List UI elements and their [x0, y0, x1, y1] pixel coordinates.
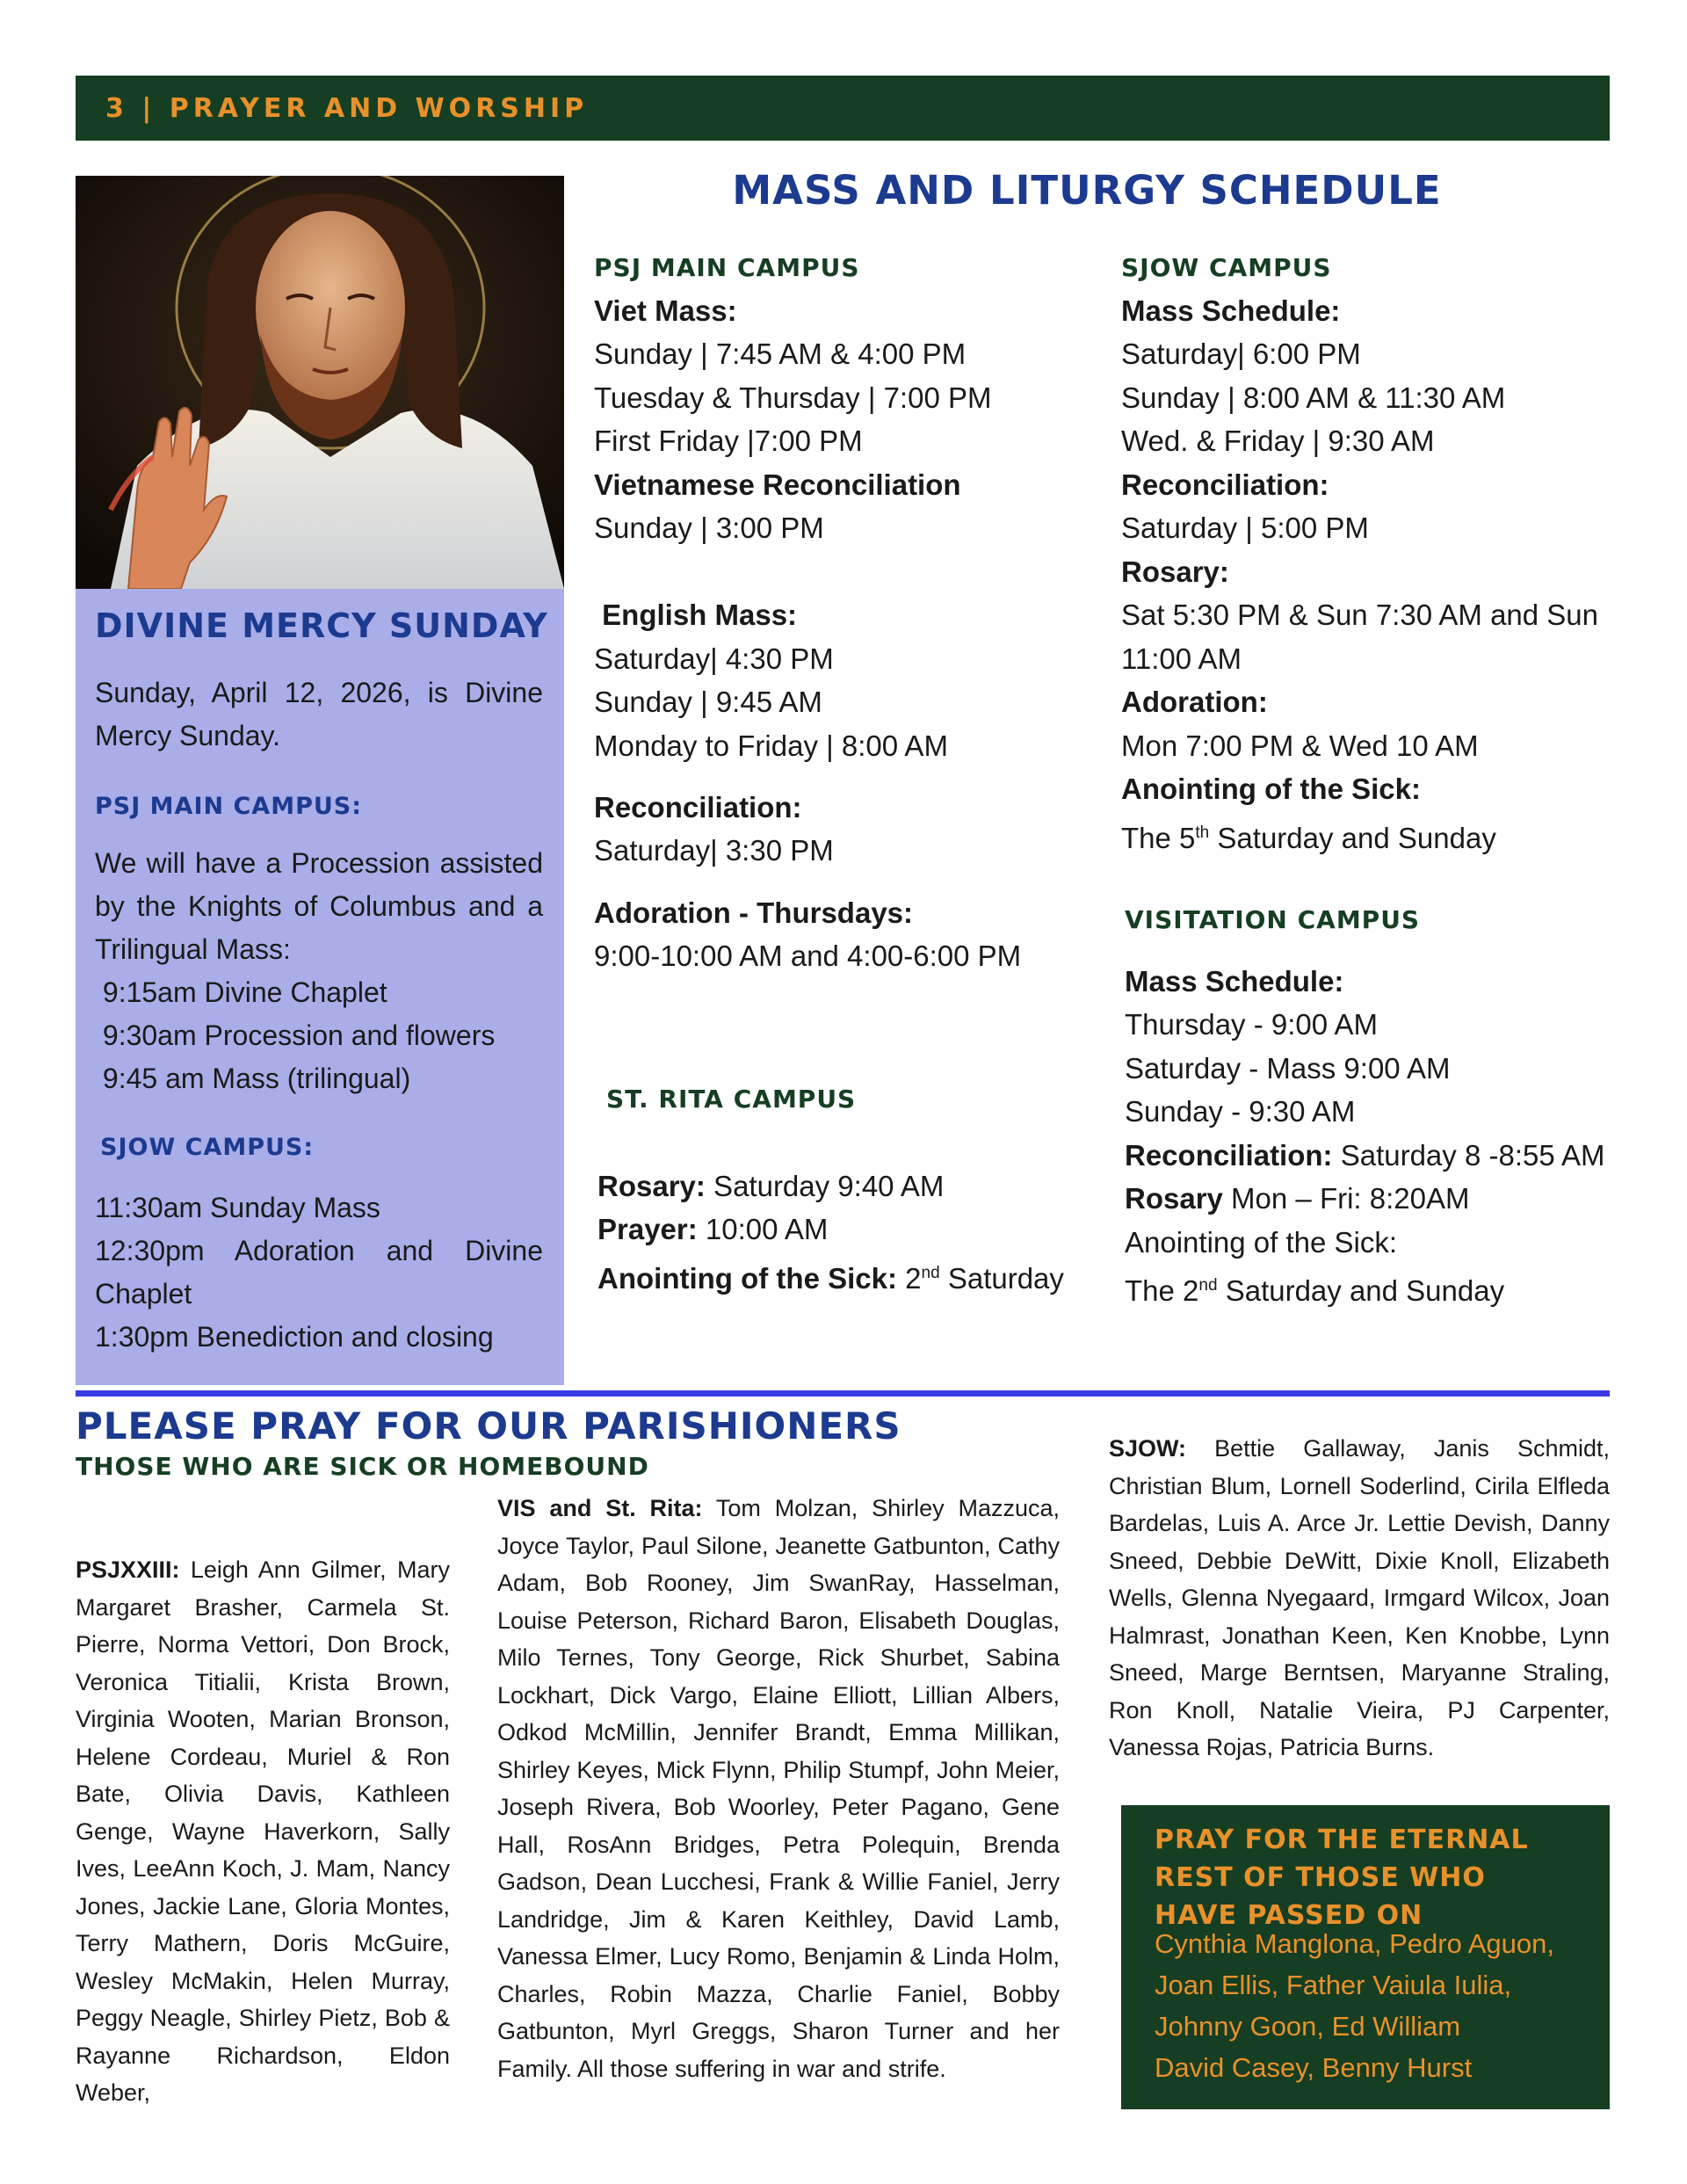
schedule-line: Thursday - 9:00 AM	[1125, 1008, 1378, 1041]
section-title: 3 | PRAYER AND WORSHIP	[105, 93, 589, 124]
visitation-reconciliation: Reconciliation: Saturday 8 -8:55 AM	[1125, 1139, 1605, 1172]
schedule-line: Sunday | 3:00 PM	[594, 512, 824, 544]
viet-reconciliation-label: Vietnamese Reconciliation	[594, 468, 961, 501]
schedule-line: Anointing of the Sick:	[1125, 1226, 1398, 1259]
english-mass-label: English Mass:	[594, 599, 798, 631]
schedule-line: Saturday - Mass 9:00 AM	[1125, 1052, 1451, 1085]
schedule-line: Monday to Friday | 8:00 AM	[594, 729, 948, 762]
viet-mass-label: Viet Mass:	[594, 294, 737, 327]
eternal-rest-names	[1155, 1923, 1585, 2088]
psj-item: 9:15am Divine Chaplet	[95, 976, 387, 1008]
schedule-line: Saturday| 4:30 PM	[594, 642, 834, 675]
pray-subtitle: THOSE WHO ARE SICK OR HOMEBOUND	[76, 1452, 649, 1481]
sjow-item: 12:30pm Adoration and Divine Chaplet	[95, 1235, 543, 1310]
psjxxiii-names-list: PSJXXIII: Leigh Ann Gilmer, Mary Margaret Brasher, Carmela St. Pierre, Norma Vettori, Don Brock, Veronica Titialii, Krista Brown, Virginia Wooten, Marian Bronson, Helene Cordeau, Muriel & Ron Bate, Olivia Davis, Kathleen Genge, Wayne Haverkorn, Sally Ives, LeeAnn Koch, J. Mam, Nancy Jones, Jackie Lane, Gloria Montes, Terry Mathern, Doris McGuire, Wesley McMakin, Helen Murray, Peggy Neagle, Shirley Pietz, Bob & Rayanne Richardson, Eldon Weber,	[76, 1556, 450, 2106]
vis-st-rita-names-list: VIS and St. Rita: Tom Molzan, Shirley Mazzuca, Joyce Taylor, Paul Silone, Jeanette Gatbunton, Cathy Adam, Bob Rooney, Jim SwanRay, Hasselman, Louise Peterson, Richard Baron, Elisabeth Douglas, Milo Ternes, Tony George, Rick Shurbet, Sabina Lockhart, Dick Vargo, Elaine Elliott, Lillian Albers, Odkod McMillin, Jennifer Brandt, Emma Millikan, Shirley Keyes, Mick Flynn, Philip Stumpf, John Meier, Joseph Rivera, Bob Woorley, Peter Pagano, Gene Hall, RosAnn Bridges, Petra Polequin, Brenda Gadson, Dean Lucchesi, Frank & Willie Faniel, Jerry Landridge, Jim & Karen Keithley, David Lamb, Vanessa Elmer, Lucy Romo, Benjamin & Linda Holm, Charles, Robin Mazza, Charlie Faniel, Bobby Gatbunton, Myrl Greggs, Sharon Turner and her Family. All those suffering in war and strife.	[497, 1495, 1060, 2082]
psj-main-campus-heading: PSJ MAIN CAMPUS	[594, 253, 860, 282]
mass-schedule-label: Mass Schedule:	[1125, 965, 1344, 998]
mass-schedule-label: Mass Schedule:	[1121, 294, 1341, 327]
schedule-line: Sunday - 9:30 AM	[1125, 1095, 1356, 1128]
sjow-campus-heading: SJOW CAMPUS:	[100, 1134, 315, 1161]
rosary-label: Rosary:	[1121, 555, 1229, 588]
schedule-line: Saturday| 3:30 PM	[594, 834, 834, 867]
sjow-names-list: SJOW: Bettie Gallaway, Janis Schmidt, Christian Blum, Lornell Soderlind, Cirila Elfleda Bardelas, Luis A. Arce Jr. Lettie Devish, Danny Sneed, Debbie DeWitt, Dixie Knoll, Elizabeth Wells, Glenna Nyegaard, Irmgard Wilcox, Joan Halmrast, Jonathan Keen, Ken Knobbe, Lynn Sneed, Marge Berntsen, Maryanne Straling, Ron Knoll, Natalie Vieira, PJ Carpenter, Vanessa Rojas, Patricia Burns.	[1109, 1435, 1610, 1760]
adoration-label: Adoration - Thursdays:	[594, 896, 914, 929]
divine-mercy-image	[76, 176, 564, 589]
anointing-label: Anointing of the Sick:	[1121, 773, 1421, 805]
schedule-line: Saturday | 5:00 PM	[1121, 512, 1369, 544]
schedule-line: Tuesday & Thursday | 7:00 PM	[594, 381, 992, 414]
eternal-rest-line: Joan Ellis, Father Vaiula Iulia,	[1155, 1970, 1512, 2000]
mass-schedule-title: MASS AND LITURGY SCHEDULE	[732, 167, 1442, 214]
divine-mercy-panel	[76, 589, 564, 1385]
schedule-line: Sat 5:30 PM & Sun 7:30 AM and Sun	[1121, 599, 1599, 631]
sjow-campus-heading: SJOW CAMPUS	[1121, 253, 1332, 282]
schedule-line: First Friday |7:00 PM	[594, 424, 863, 457]
sjow-item: 11:30am Sunday Mass	[95, 1192, 380, 1223]
divine-mercy-intro: Sunday, April 12, 2026, is Divine Mercy Sunday.	[95, 677, 543, 751]
eternal-rest-title: PRAY FOR THE ETERNAL REST OF THOSE WHO HAVE PASSED ON	[1155, 1825, 1529, 1931]
st-rita-campus-heading: ST. RITA CAMPUS	[606, 1085, 857, 1114]
adoration-label: Adoration:	[1121, 686, 1268, 718]
psj-item: 9:30am Procession and flowers	[95, 1019, 496, 1051]
schedule-line: Wed. & Friday | 9:30 AM	[1121, 424, 1435, 457]
sjow-item: 1:30pm Benediction and closing	[95, 1321, 494, 1353]
schedule-line: 11:00 AM	[1121, 642, 1242, 675]
section-header-bar	[76, 76, 1610, 141]
reconciliation-label: Reconciliation:	[594, 791, 802, 824]
visitation-rosary: Rosary Mon – Fri: 8:20AM	[1125, 1182, 1470, 1215]
psj-campus-heading: PSJ MAIN CAMPUS:	[95, 793, 363, 820]
schedule-line: Saturday| 6:00 PM	[1121, 337, 1361, 370]
st-rita-rosary: Rosary: Saturday 9:40 AM	[597, 1170, 945, 1202]
visitation-campus-heading: VISITATION CAMPUS	[1125, 905, 1421, 934]
pray-title: PLEASE PRAY FOR OUR PARISHIONERS	[76, 1404, 901, 1448]
schedule-line: Sunday | 9:45 AM	[594, 686, 822, 718]
schedule-line: 9:00-10:00 AM and 4:00-6:00 PM	[594, 940, 1022, 972]
schedule-line: Sunday | 8:00 AM & 11:30 AM	[1121, 381, 1506, 414]
schedule-line: The 5th Saturday and Sunday	[1121, 822, 1496, 854]
psj-procession-text: We will have a Procession assisted by the Knights of Columbus and a Trilingual Mass:	[95, 847, 543, 965]
psj-item: 9:45 am Mass (trilingual)	[95, 1063, 411, 1094]
st-rita-anointing: Anointing of the Sick: 2nd Saturday	[597, 1262, 1064, 1295]
st-rita-prayer: Prayer: 10:00 AM	[597, 1213, 829, 1245]
eternal-rest-line: Johnny Goon, Ed William	[1155, 2011, 1461, 2042]
section-divider	[76, 1390, 1610, 1397]
schedule-line: Mon 7:00 PM & Wed 10 AM	[1121, 729, 1479, 762]
divine-mercy-title: DIVINE MERCY SUNDAY	[95, 606, 548, 645]
schedule-line: Sunday | 7:45 AM & 4:00 PM	[594, 337, 967, 370]
schedule-line: The 2nd Saturday and Sunday	[1125, 1274, 1505, 1307]
reconciliation-label: Reconciliation:	[1121, 468, 1329, 501]
eternal-rest-line: David Casey, Benny Hurst	[1155, 2052, 1473, 2083]
eternal-rest-line: Cynthia Manglona, Pedro Aguon,	[1155, 1928, 1554, 1959]
eternal-rest-panel	[1121, 1805, 1610, 2109]
